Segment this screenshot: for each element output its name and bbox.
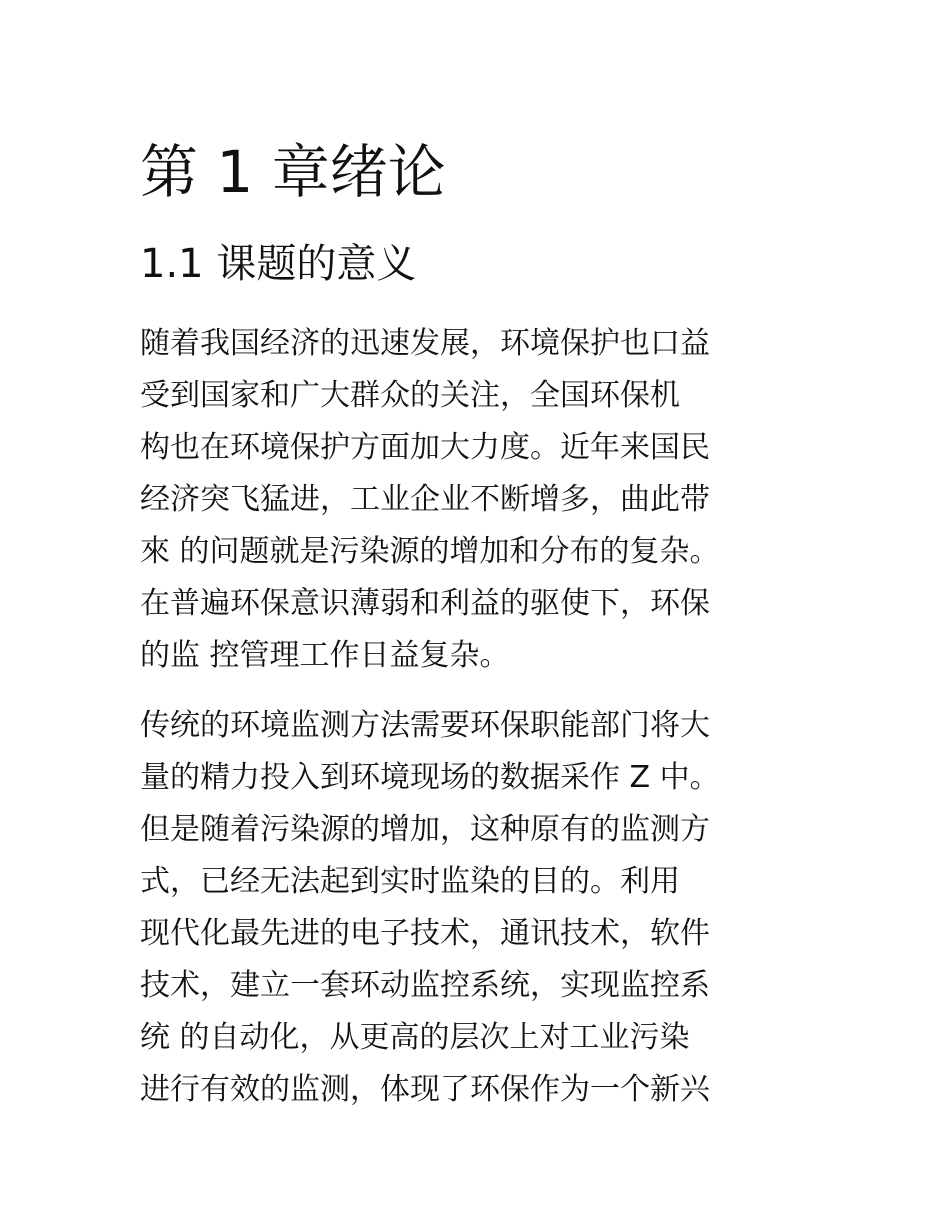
text-line: 进行有效的监测，体现了环保作为一个新兴 [140,1072,710,1107]
text-line: 量的精力投入到环境现场的数据采作 Z 中。 [140,760,720,795]
text-line: 现代化最先进的电子技术，通讯技术，软件 [140,916,710,951]
text-line: 式，已经无法起到实时监染的目的。利用 [140,864,680,899]
text-line: 统 的自动化，从更高的层次上对工业污染 [140,1020,690,1055]
text-line: 在普遍环保意识薄弱和利益的驱使下，环保 [140,586,710,621]
text-line: 传统的环境监测方法需要环保职能部门将大 [140,708,710,743]
text-line: 來 的问题就是污染源的增加和分布的复杂。 [140,534,720,569]
chapter-title: 第 1 章绪论 [140,138,446,206]
paragraph-traditional-monitoring [140,700,720,1116]
text-line: 经济突飞猛进，工业企业不断增多，曲此带 [140,482,710,517]
text-line: 构也在环境保护方面加大力度。近年来国民 [140,430,710,465]
paragraph-significance [140,318,720,682]
text-line: 随着我国经济的迅速发展，环境保护也口益 [140,326,710,361]
text-line: 但是随着污染源的增加，这种原有的监测方 [140,812,710,847]
text-line: 的监 控管理工作日益复杂。 [140,638,510,673]
text-line: 技术，建立一套环动监控系统，实现监控系 [140,968,710,1003]
section-title: 1.1 课题的意义 [140,241,417,287]
text-line: 受到国家和广大群众的关注，全国环保机 [140,378,680,413]
